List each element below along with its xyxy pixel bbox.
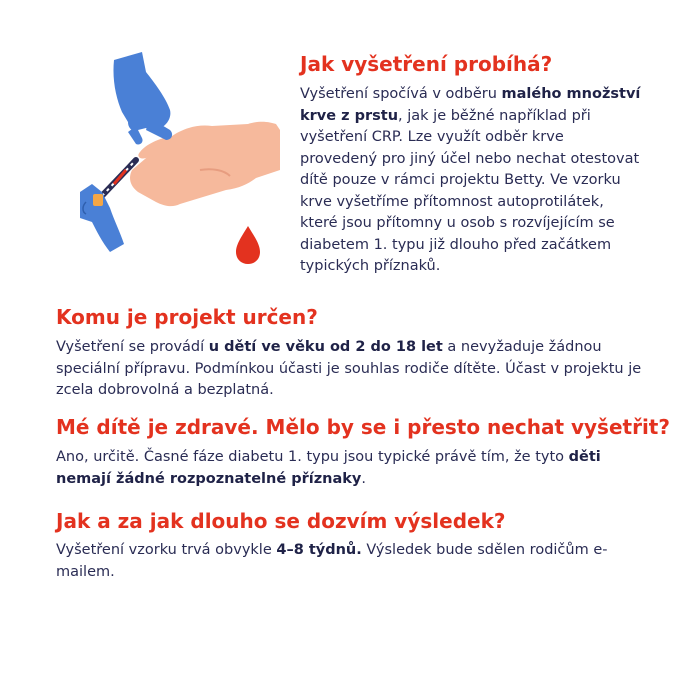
section-heading-process: Jak vyšetření probíhá?: [300, 52, 553, 76]
section-heading-audience: Komu je projekt určen?: [56, 305, 318, 329]
section-text-results: Vyšetření vzorku trvá obvykle 4–8 týdnů. Výsledek bude sdělen rodičům e-mailem.: [56, 542, 608, 580]
section-text-healthy-child: Ano, určitě. Časné fáze diabetu 1. typu jsou typické právě tím, že tyto děti nemají žádné rozpoznatelné příznaky.: [56, 449, 601, 487]
blood-test-illustration: [80, 52, 280, 264]
gloved-hand-icon: [113, 52, 172, 145]
blood-drop-icon: [236, 226, 260, 264]
child-hand-icon: [130, 122, 280, 206]
second-glove-icon: [80, 184, 124, 252]
section-text-process: Vyšetření spočívá v odběru malého množství krve z prstu, jak je běžné například při vyšetření CRP. Lze využít odběr krve provedený pro jiný účel nebo nechat otestovat dítě pouze v rámci projektu Betty. Ve vzorku krve vyšetříme přítomnost autoprotilátek, které jsou přítomny u osob s rozvíjejícím se diabetem 1. typu již dlouho před začátkem typických příznaků.: [300, 86, 641, 274]
section-heading-results: Jak a za jak dlouho se dozvím výsledek?: [56, 509, 506, 533]
section-heading-healthy-child: Mé dítě je zdravé. Mělo by se i přesto nechat vyšetřit?: [56, 415, 670, 439]
section-text-audience: Vyšetření se provádí u dětí ve věku od 2 do 18 let a nevyžaduje žádnou speciální přípravu. Podmínkou účasti je souhlas rodiče dítěte. Účast v projektu je zcela dobrovolná a bezplatná.: [56, 339, 642, 398]
